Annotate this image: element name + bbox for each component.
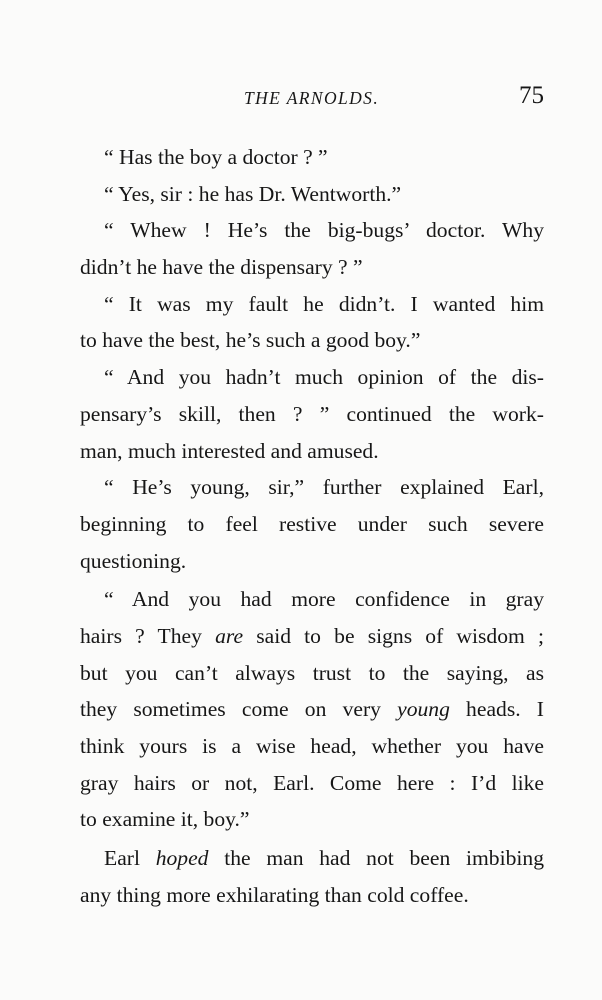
running-title: THE ARNOLDS. — [244, 88, 380, 108]
italic-word: young — [397, 697, 450, 722]
text-line: “ Whew ! He’s the big-bugs’ doctor. Why — [104, 218, 544, 243]
text-line: think yours is a wise head, whether you have — [80, 734, 544, 758]
text-line: they sometimes come on very young heads. I — [80, 697, 544, 722]
text-line: didn’t he have the dispensary ? ” — [80, 255, 363, 280]
italic-word: are — [215, 623, 244, 648]
text-line: pensary’s skill, then ? ” continued the work- — [80, 401, 544, 426]
text-line: beginning to feel restive under such severe — [80, 511, 544, 536]
text-line: “ It was my fault he didn’t. I wanted him — [104, 291, 544, 316]
page-text — [80, 139, 544, 913]
text-line: “ And you hadn’t much opinion of the dis- — [104, 365, 544, 390]
text-line: questioning. — [80, 548, 187, 573]
text-line: hairs ? They are said to be signs of wisdom ; — [80, 623, 544, 648]
text-line: to examine it, boy.” — [80, 807, 250, 832]
text-line: any thing more exhilarating than cold coffee. — [80, 882, 469, 907]
text-line: man, much interested and amused. — [80, 438, 379, 463]
text-line: to have the best, he’s such a good boy.” — [80, 328, 421, 353]
italic-word: hoped — [155, 846, 209, 871]
text-line: “ Yes, sir : he has Dr. Wentworth.” — [104, 181, 402, 206]
text-line: “ And you had more confidence in gray — [104, 587, 544, 612]
text-line: Earl hoped the man had not been imbibing — [104, 846, 544, 871]
text-line: but you can’t always trust to the saying, as — [80, 660, 544, 685]
running-head — [80, 82, 544, 116]
text-line: “ He’s young, sir,” further explained Earl, — [104, 475, 544, 500]
text-line: gray hairs or not, Earl. Come here : I’d like — [80, 770, 544, 795]
page-number: 75 — [519, 82, 544, 109]
text-line: “ Has the boy a doctor ? ” — [104, 145, 328, 169]
